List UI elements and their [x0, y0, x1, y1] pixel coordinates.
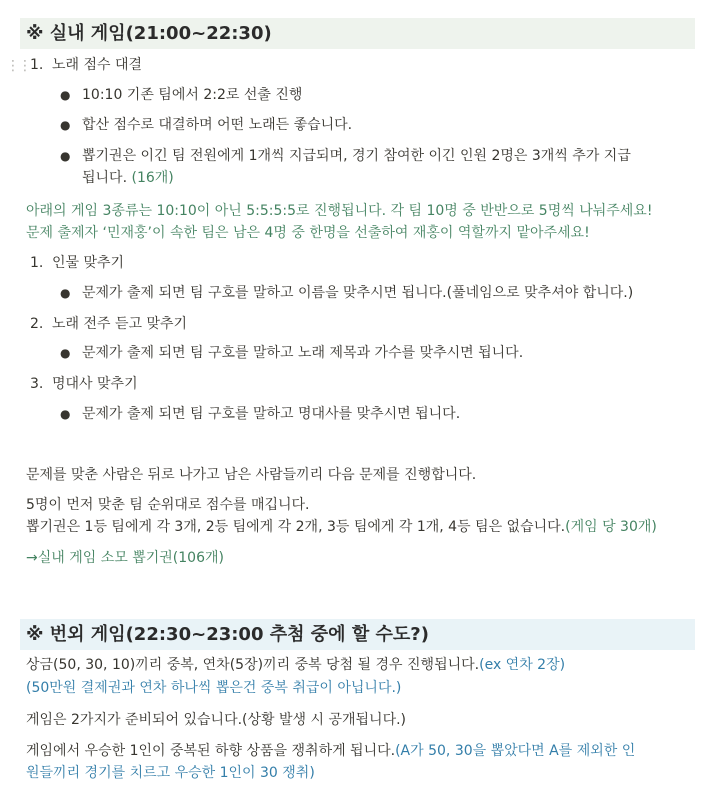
bullet-text: 문제가 출제 되면 팀 구호를 말하고 노래 제목과 가수를 맞추시면 됩니다. [82, 345, 524, 361]
bonus-text: 게임은 2가지가 준비되어 있습니다.(상황 발생 시 공개됩니다.) [26, 712, 407, 728]
bullet-icon: ● [60, 407, 71, 421]
game-title: 인물 맞추기 [52, 255, 125, 271]
list-number: 2. [30, 316, 44, 332]
ticket-count: (16개) [127, 170, 174, 186]
bonus-text-main: 게임에서 우승한 1인이 중복된 하향 상품을 쟁취하게 됩니다. [26, 743, 396, 759]
bonus-example: (A가 50, 30을 뽑았다면 A를 제외한 인 [395, 743, 636, 759]
bullet-icon: ● [60, 286, 71, 300]
bonus-text [26, 740, 635, 762]
bullet-item [60, 342, 523, 364]
bullet-text: 10:10 기존 팀에서 2:2로 선출 진행 [82, 87, 303, 103]
bullet-text: 문제가 출제 되면 팀 구호를 말하고 이름을 맞추시면 됩니다.(풀네임으로 맞추셔야 합니다.) [82, 285, 634, 301]
bullet-item [60, 403, 460, 425]
list-item [30, 252, 124, 274]
bullet-text: 합산 점수로 대결하며 어떤 노래든 좋습니다. [82, 117, 353, 133]
bullet-item [60, 84, 302, 106]
rule-text: 5명이 먼저 맞춘 팀 순위대로 점수를 매깁니다. [26, 497, 310, 513]
drag-handle-icon[interactable]: ⋮⋮ [6, 58, 30, 74]
bullet-continuation [82, 167, 174, 189]
list-item [30, 373, 138, 395]
green-note: 아래의 게임 3종류는 10:10이 아닌 5:5:5:5로 진행됩니다. 각 팀 10명 중 반반으로 5명씩 나눠주세요! [26, 203, 653, 219]
bullet-text: 문제가 출제 되면 팀 구호를 말하고 명대사를 맞추시면 됩니다. [82, 406, 461, 422]
bonus-example: (ex 연차 2장) [479, 657, 566, 673]
bullet-icon: ● [60, 149, 71, 163]
list-item [30, 313, 187, 335]
bonus-text [26, 654, 565, 676]
bullet-item [60, 145, 631, 167]
list-number: 1. [30, 255, 44, 271]
bullet-text: 뽑기권은 이긴 팀 전원에게 1개씩 지급되며, 경기 참여한 이긴 인원 2명은 3개씩 추가 지급 [82, 148, 631, 164]
list-number: 1. [30, 57, 44, 73]
list-number: 3. [30, 376, 44, 392]
bonus-note: (50만원 결제권과 연차 하나씩 뽑은건 중복 취급이 아닙니다.) [26, 680, 402, 696]
rule-text-count: (게임 당 30개) [565, 519, 657, 535]
rule-text [26, 516, 657, 538]
game-title: 노래 전주 듣고 맞추기 [52, 316, 188, 332]
bullet-text-cont: 됩니다. [82, 170, 128, 186]
section-heading-indoor-games: ※ 실내 게임(21:00~22:30) [20, 18, 695, 49]
bullet-icon: ● [60, 118, 71, 132]
bonus-text-main: 상금(50, 30, 10)끼리 중복, 연차(5장)끼리 중복 당첨 될 경우 진행됩니다. [26, 657, 480, 673]
bullet-item [60, 114, 352, 136]
list-item-label: 노래 점수 대결 [52, 57, 143, 73]
bullet-icon: ● [60, 346, 71, 360]
bullet-icon: ● [60, 88, 71, 102]
total-tickets: →실내 게임 소모 뽑기권(106개) [26, 550, 224, 566]
section-heading-bonus-game: ※ 번외 게임(22:30~23:00 추첨 중에 할 수도?) [20, 619, 695, 650]
rule-text: 문제를 맞춘 사람은 뒤로 나가고 남은 사람들끼리 다음 문제를 진행합니다. [26, 467, 477, 483]
bullet-item [60, 282, 633, 304]
game-title: 명대사 맞추기 [52, 376, 138, 392]
list-item [30, 54, 142, 76]
bonus-note: 원들끼리 경기를 치르고 우승한 1인이 30 쟁취) [26, 765, 315, 781]
rule-text-main: 뽑기권은 1등 팀에게 각 3개, 2등 팀에게 각 2개, 3등 팀에게 각 1개, 4등 팀은 없습니다. [26, 519, 566, 535]
green-note: 문제 출제자 ‘민재홍’이 속한 팀은 남은 4명 중 한명을 선출하여 재홍이 역할까지 맡아주세요! [26, 225, 590, 241]
